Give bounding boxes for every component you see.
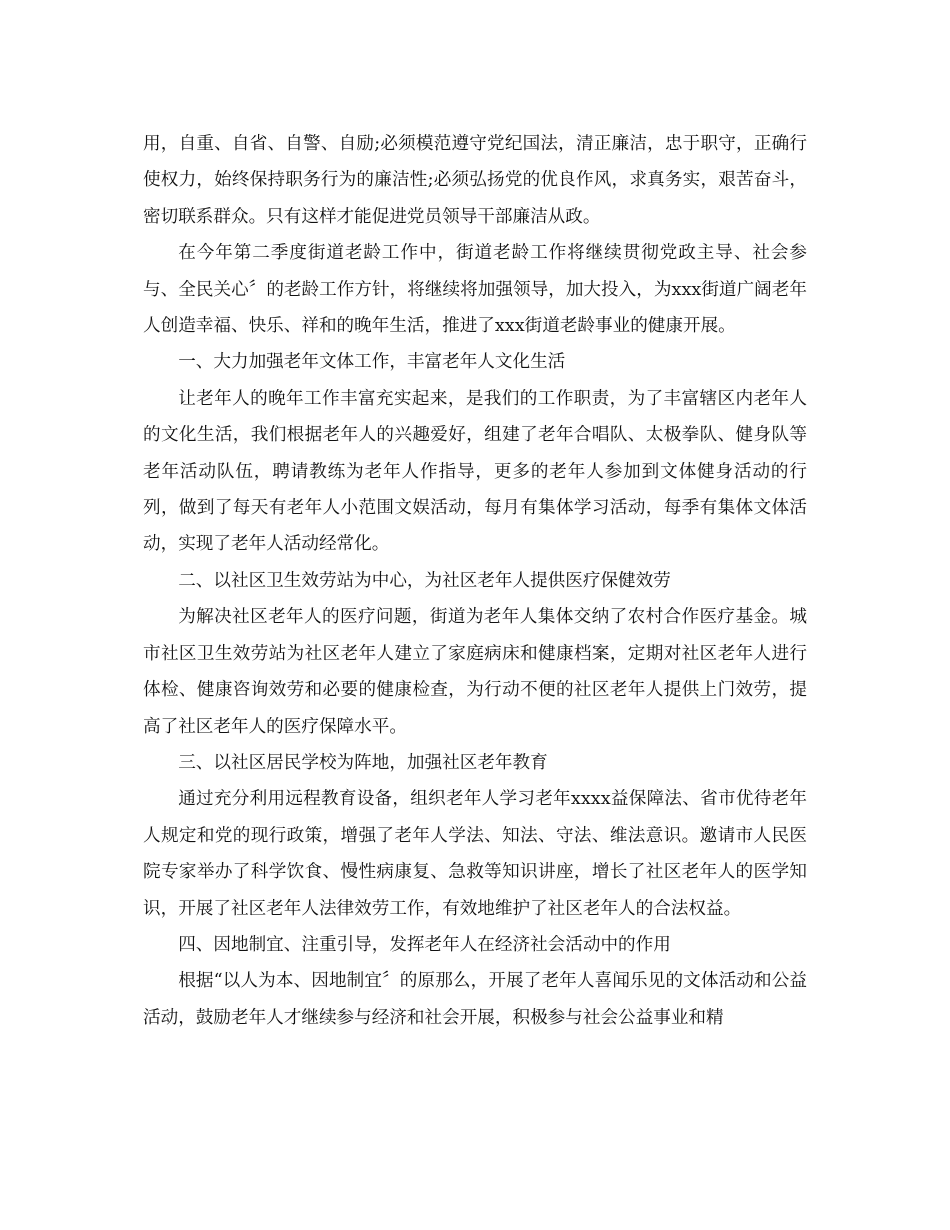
paragraph-section-2: 为解决社区老年人的医疗问题，街道为老年人集体交纳了农村合作医疗基金。城市社区卫生效劳站为社区老年人建立了家庭病床和健康档案，定期对社区老年人进行体检、健康咨询效劳和必要的健康检查，为行动不便的社区老年人提供上门效劳，提高了社区老年人的医疗保障水平。 [143, 607, 807, 737]
section-heading-4: 四、因地制宜、注重引导，发挥老年人在经济社会活动中的作用 [178, 934, 671, 955]
section-heading-3: 三、以社区居民学校为阵地，加强社区老年教育 [178, 752, 548, 773]
paragraph-continuation: 用，自重、自省、自警、自励;必须模范遵守党纪国法，清正廉洁，忠于职守，正确行使权力，始终保持职务行为的廉洁性;必须弘扬党的优良作风，求真务实，艰苦奋斗，密切联系群众。只有这样才能促进党员领导干部廉洁从政。 [143, 134, 807, 227]
paragraph-section-1: 让老年人的晚年工作丰富充实起来，是我们的工作职责，为了丰富辖区内老年人的文化生活，我们根据老年人的兴趣爱好，组建了老年合唱队、太极拳队、健身队等老年活动队伍，聘请教练为老年人作指导，更多的老年人参加到文体健身活动的行列，做到了每天有老年人小范围文娱活动，每月有集体学习活动，每季有集体文体活动，实现了老年人活动经常化。 [143, 388, 807, 555]
document-page [143, 126, 807, 1036]
paragraph-section-3: 通过充分利用远程教育设备，组织老年人学习老年xxxx益保障法、省市优待老年人规定和党的现行政策，增强了老年人学法、知法、守法、维法意识。邀请市人民医院专家举办了科学饮食、慢性病康复、急救等知识讲座，增长了社区老年人的医学知识，开展了社区老年人法律效劳工作，有效地维护了社区老年人的合法权益。 [143, 789, 807, 919]
paragraph-section-4: 根据“以人为本、因地制宜〞的原那么，开展了老年人喜闻乐见的文体活动和公益活动，鼓励老年人才继续参与经济和社会开展，积极参与社会公益事业和精 [143, 971, 807, 1028]
paragraph-intro: 在今年第二季度街道老龄工作中，街道老龄工作将继续贯彻党政主导、社会参与、全民关心〞的老龄工作方针，将继续将加强领导，加大投入，为xxx街道广阔老年人创造幸福、快乐、祥和的晚年生活，推进了xxx街道老龄事业的健康开展。 [143, 243, 807, 337]
section-heading-2: 二、以社区卫生效劳站为中心，为社区老年人提供医疗保健效劳 [178, 570, 671, 591]
section-heading-1: 一、大力加强老年文体工作，丰富老年人文化生活 [178, 352, 566, 373]
